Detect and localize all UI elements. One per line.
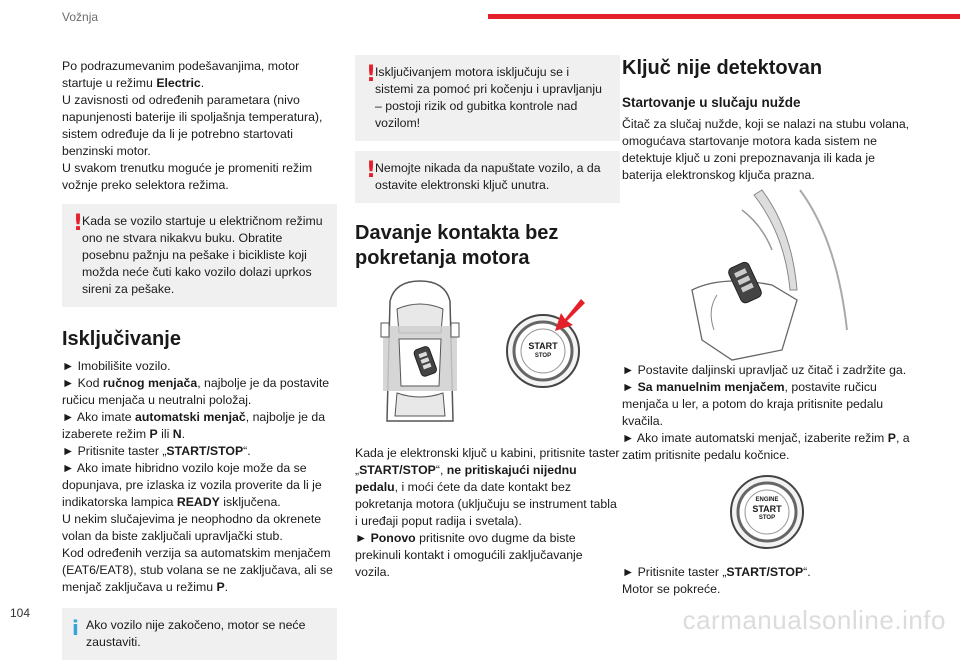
header-accent-bar: [488, 14, 960, 19]
column-1: [62, 58, 337, 660]
warning-note-electric: [62, 204, 337, 307]
section-title-key-not-detected: Ključ nije detektovan: [622, 57, 823, 79]
step-item: ► Pritisnite taster „START/STOP“.: [622, 565, 811, 579]
car-top-view-icon: [355, 281, 620, 431]
step-item: ► Ponovo pritisnite ovo dugme da biste prekinuli kontakt i omogućili zaključavanje vozila.: [355, 531, 583, 579]
step-item: ► Ako imate automatski menjač, najbolje je da izaberete režim P ili N.: [62, 410, 326, 441]
step-item: ► Postavite daljinski upravljač uz čitač i zadržite ga.: [622, 363, 907, 377]
emergency-reader-illustration: [622, 190, 912, 360]
paragraph-emergency-reader: Čitač za slučaj nužde, koji se nalazi na stubu volana, omogućava startovanje motora kada sistem ne detektuje ključ u zoni prepoznavanja ili kada je baterija elektronskog ključa prazna.: [622, 117, 910, 182]
warning-note-key: [355, 151, 620, 203]
warning-text: Nemojte nikada da napuštate vozilo, a da ostavite elektronski ključ unutra.: [375, 161, 601, 192]
info-text: Ako vozilo nije zakočeno, motor se neće zaustaviti.: [86, 618, 306, 649]
paragraph-mode-change: U svakom trenutku moguće je promeniti režim vožnje preko selektora režima.: [62, 161, 313, 192]
info-note-brake: [62, 608, 337, 660]
paragraph-automatic-lock: Kod određenih verzija sa automatskim menjačem (EAT6/EAT8), stub volana se ne zaključava, ali se menjač zaključava u režimu P.: [62, 546, 333, 594]
step-item: ► Sa manuelnim menjačem, postavite ručicu menjača u ler, a potom do kraja pritisnite pedalu kvačila.: [622, 380, 884, 428]
warning-icon: !: [73, 211, 84, 236]
column-3: [622, 56, 912, 598]
step-item: ► Pritisnite taster „START/STOP“.: [62, 444, 251, 458]
info-icon: i: [72, 616, 79, 640]
start-stop-label: START STOP: [528, 341, 558, 359]
emergency-steps: [622, 362, 912, 464]
warning-text: Kada se vozilo startuje u električnom režimu ono ne stvara nikakvu buku. Obratite posebnu pažnju na pešake i bicikliste koji možda neće čuti kako vozilo dolazi uprkos sireni za pešake.: [82, 214, 323, 296]
engine-button-label: ENGINE START STOP: [752, 497, 782, 521]
step-item: ► Ako imate automatski menjač, izaberite režim P, a zatim pritisnite pedalu kočnice.: [622, 431, 910, 462]
section-title-ignition: Davanje kontakta bez pokretanja motora: [355, 222, 559, 269]
shutdown-steps: [62, 358, 337, 596]
column-2: [355, 55, 620, 581]
paragraph-engine-starts: Motor se pokreće.: [622, 582, 721, 596]
engine-start-button-illustration: [622, 472, 912, 552]
paragraph-default-mode: Po podrazumevanim podešavanjima, motor startuje u režimu Electric.: [62, 59, 300, 90]
step-item: ► Imobilišite vozilo.: [62, 359, 171, 373]
final-steps: [622, 564, 912, 598]
subtitle-emergency-start: Startovanje u slučaju nužde: [622, 95, 801, 110]
paragraph-steering-lock: U nekim slučajevima je neophodno da okrenete volan da biste zaključali upravljački stub.: [62, 512, 322, 543]
step-item: ► Kod ručnog menjača, najbolje je da postavite ručicu menjača u neutralni položaj.: [62, 376, 330, 407]
watermark: carmanualsonline.info: [682, 605, 946, 635]
warning-icon: !: [366, 62, 377, 87]
paragraph-parameters: U zavisnosti od određenih parametara (nivo napunjenosti baterije ili spoljašnja temperatura), sistem određuje da li je potrebno startovati benzinski motor.: [62, 93, 323, 158]
car-key-illustration: [355, 281, 620, 431]
warning-icon: !: [366, 158, 377, 183]
warning-note-systems: [355, 55, 620, 141]
step-item: ► Ako imate hibridno vozilo koje može da se dopunjava, pre izlaska iz vozila proverite da li je indikatorska lampica READY isključena.: [62, 461, 322, 509]
header-title: Vožnja: [62, 10, 99, 24]
ignition-text: [355, 445, 620, 581]
section-title-shutdown: Isključivanje: [62, 328, 181, 350]
steering-column-icon: [622, 190, 912, 360]
paragraph-ignition: Kada je elektronski ključ u kabini, pritisnite taster „START/STOP“, ne pritiskajući nijednu pedalu, i moći ćete da date kontakt bez pokretanja motora (uključuju se instrument tabla i uređaji poput radija i svetala).: [355, 446, 620, 528]
warning-text: Isključivanjem motora isključuju se i sistemi za pomoć pri kočenju i upravljanju – postoji rizik od gubitka kontrole nad vozilom!: [375, 65, 602, 130]
page-number: 104: [10, 606, 31, 620]
